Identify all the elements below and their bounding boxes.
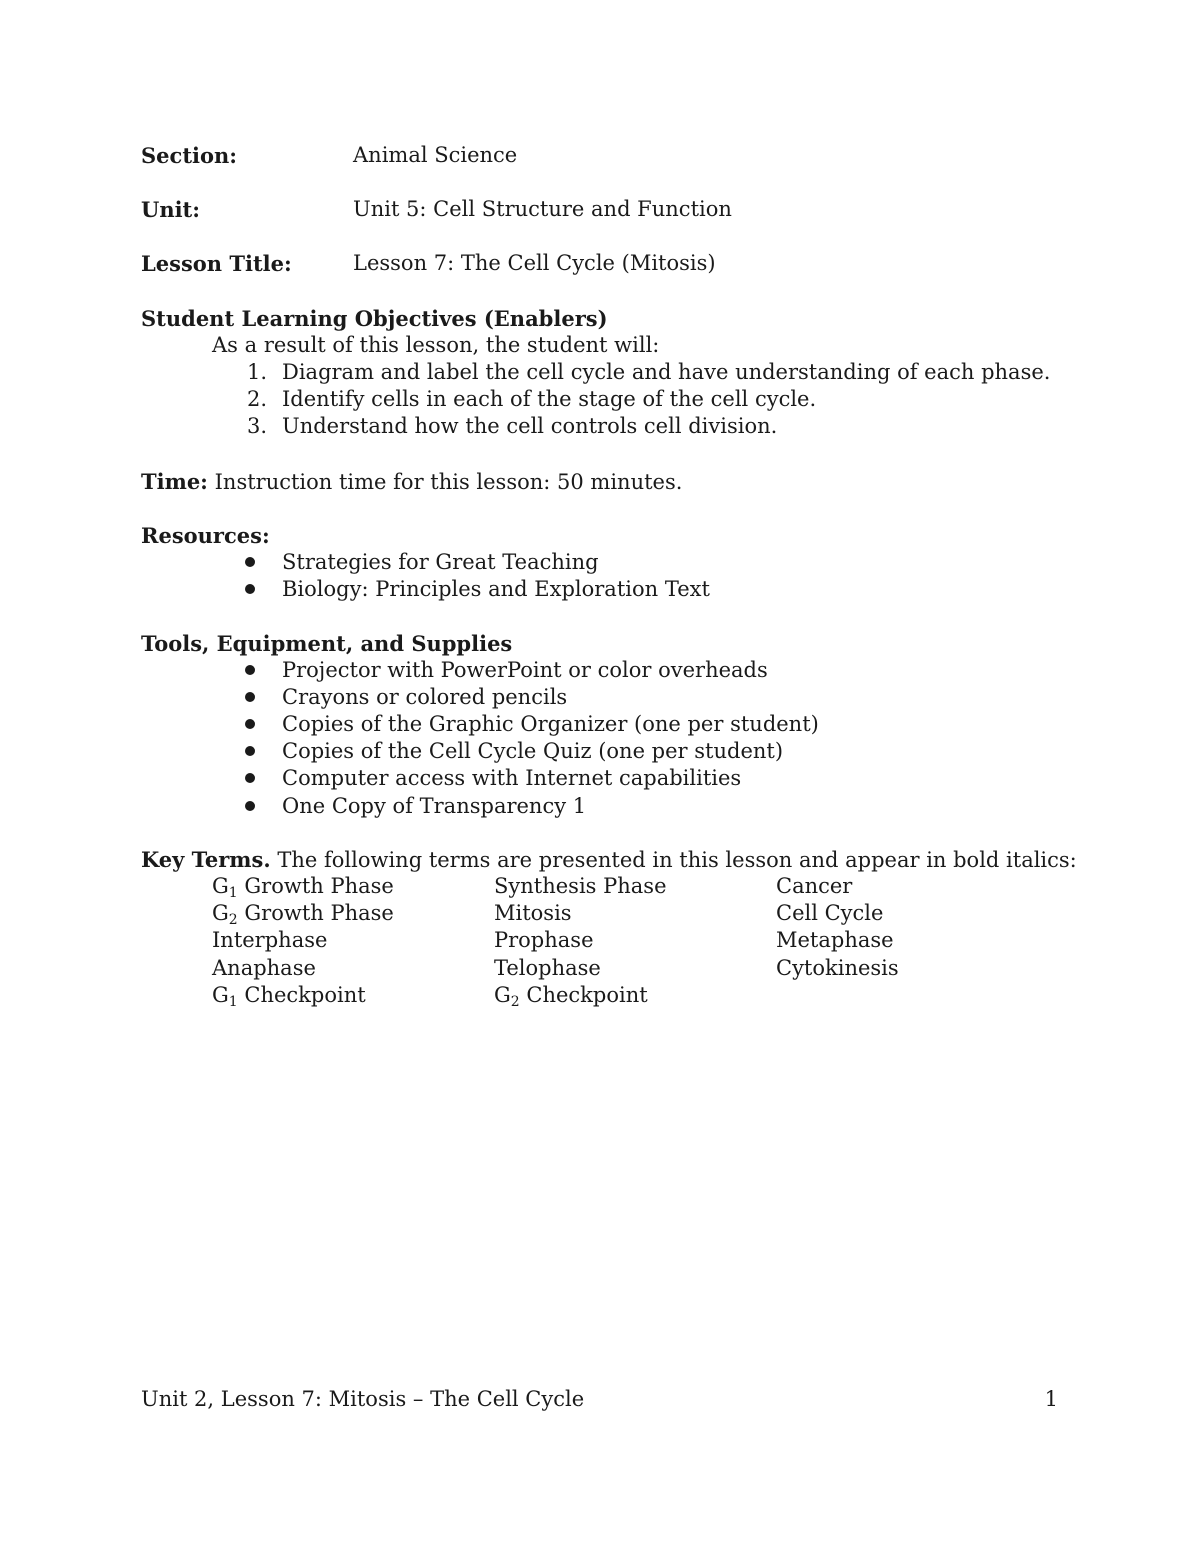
term-rest: Growth Phase bbox=[244, 901, 394, 925]
term-main: G bbox=[212, 874, 229, 898]
objective-number: 2. bbox=[247, 387, 268, 411]
term-main: G bbox=[212, 983, 229, 1007]
key-term: Telophase bbox=[494, 956, 601, 980]
objective-number: 1. bbox=[247, 360, 268, 384]
term-subscript: 1 bbox=[228, 994, 238, 1010]
term-subscript: 1 bbox=[228, 885, 238, 901]
key-term: Anaphase bbox=[212, 956, 316, 980]
key-term: Cell Cycle bbox=[776, 901, 884, 925]
time-text: Instruction time for this lesson: 50 minutes. bbox=[214, 470, 683, 494]
term-main: G bbox=[494, 983, 511, 1007]
tool-item: Crayons or colored pencils bbox=[282, 685, 568, 709]
key-term bbox=[212, 900, 394, 927]
term-main: G bbox=[212, 901, 229, 925]
term-subscript: 2 bbox=[228, 912, 238, 928]
key-term: Mitosis bbox=[494, 901, 572, 925]
key-term: Synthesis Phase bbox=[494, 874, 667, 898]
key-terms-label: Key Terms. bbox=[141, 847, 271, 872]
key-term: Prophase bbox=[494, 928, 594, 952]
lesson-title-label: Lesson Title: bbox=[141, 251, 292, 276]
bullet-icon bbox=[245, 665, 255, 675]
bullet-icon bbox=[245, 746, 255, 756]
bullet-icon bbox=[245, 801, 255, 811]
objectives-intro: As a result of this lesson, the student will: bbox=[212, 333, 660, 357]
key-term: Metaphase bbox=[776, 928, 894, 952]
section-value: Animal Science bbox=[353, 143, 518, 167]
bullet-icon bbox=[245, 557, 255, 567]
key-term: Cancer bbox=[776, 874, 853, 898]
page-footer-text: Unit 2, Lesson 7: Mitosis – The Cell Cycle bbox=[141, 1387, 585, 1411]
unit-label: Unit: bbox=[141, 197, 201, 222]
objective-number: 3. bbox=[247, 414, 268, 438]
tool-item: Computer access with Internet capabilities bbox=[282, 766, 742, 790]
key-term: Interphase bbox=[212, 928, 328, 952]
section-label: Section: bbox=[141, 143, 238, 168]
bullet-icon bbox=[245, 584, 255, 594]
key-terms-row bbox=[141, 846, 1077, 874]
key-term: Cytokinesis bbox=[776, 956, 899, 980]
page-number: 1 bbox=[1044, 1387, 1058, 1411]
tool-item: Copies of the Graphic Organizer (one per student) bbox=[282, 712, 819, 736]
term-rest: Checkpoint bbox=[526, 983, 648, 1007]
key-terms-intro: The following terms are presented in this lesson and appear in bold italics: bbox=[277, 848, 1077, 872]
bullet-icon bbox=[245, 692, 255, 702]
unit-value: Unit 5: Cell Structure and Function bbox=[353, 197, 732, 221]
term-rest: Checkpoint bbox=[244, 983, 366, 1007]
objective-item: Identify cells in each of the stage of the cell cycle. bbox=[282, 387, 817, 411]
bullet-icon bbox=[245, 773, 255, 783]
resource-item: Strategies for Great Teaching bbox=[282, 550, 599, 574]
time-label: Time: bbox=[141, 469, 208, 494]
lesson-title-row bbox=[141, 250, 716, 278]
key-term bbox=[494, 982, 648, 1009]
resources-heading: Resources: bbox=[141, 523, 270, 548]
term-rest: Growth Phase bbox=[244, 874, 394, 898]
tool-item: Projector with PowerPoint or color overheads bbox=[282, 658, 768, 682]
lesson-title-value: Lesson 7: The Cell Cycle (Mitosis) bbox=[353, 251, 716, 275]
tool-item: One Copy of Transparency 1 bbox=[282, 794, 587, 818]
unit-row bbox=[141, 196, 732, 224]
section-row bbox=[141, 142, 518, 170]
resource-item: Biology: Principles and Exploration Text bbox=[282, 577, 710, 601]
objective-item: Understand how the cell controls cell division. bbox=[282, 414, 778, 438]
key-term bbox=[212, 873, 394, 900]
term-subscript: 2 bbox=[510, 994, 520, 1010]
objective-item: Diagram and label the cell cycle and have understanding of each phase. bbox=[282, 360, 1051, 384]
key-term bbox=[212, 982, 366, 1009]
tool-item: Copies of the Cell Cycle Quiz (one per student) bbox=[282, 739, 784, 763]
objectives-heading: Student Learning Objectives (Enablers) bbox=[141, 306, 608, 331]
bullet-icon bbox=[245, 719, 255, 729]
time-row bbox=[141, 468, 682, 496]
tools-heading: Tools, Equipment, and Supplies bbox=[141, 631, 513, 656]
